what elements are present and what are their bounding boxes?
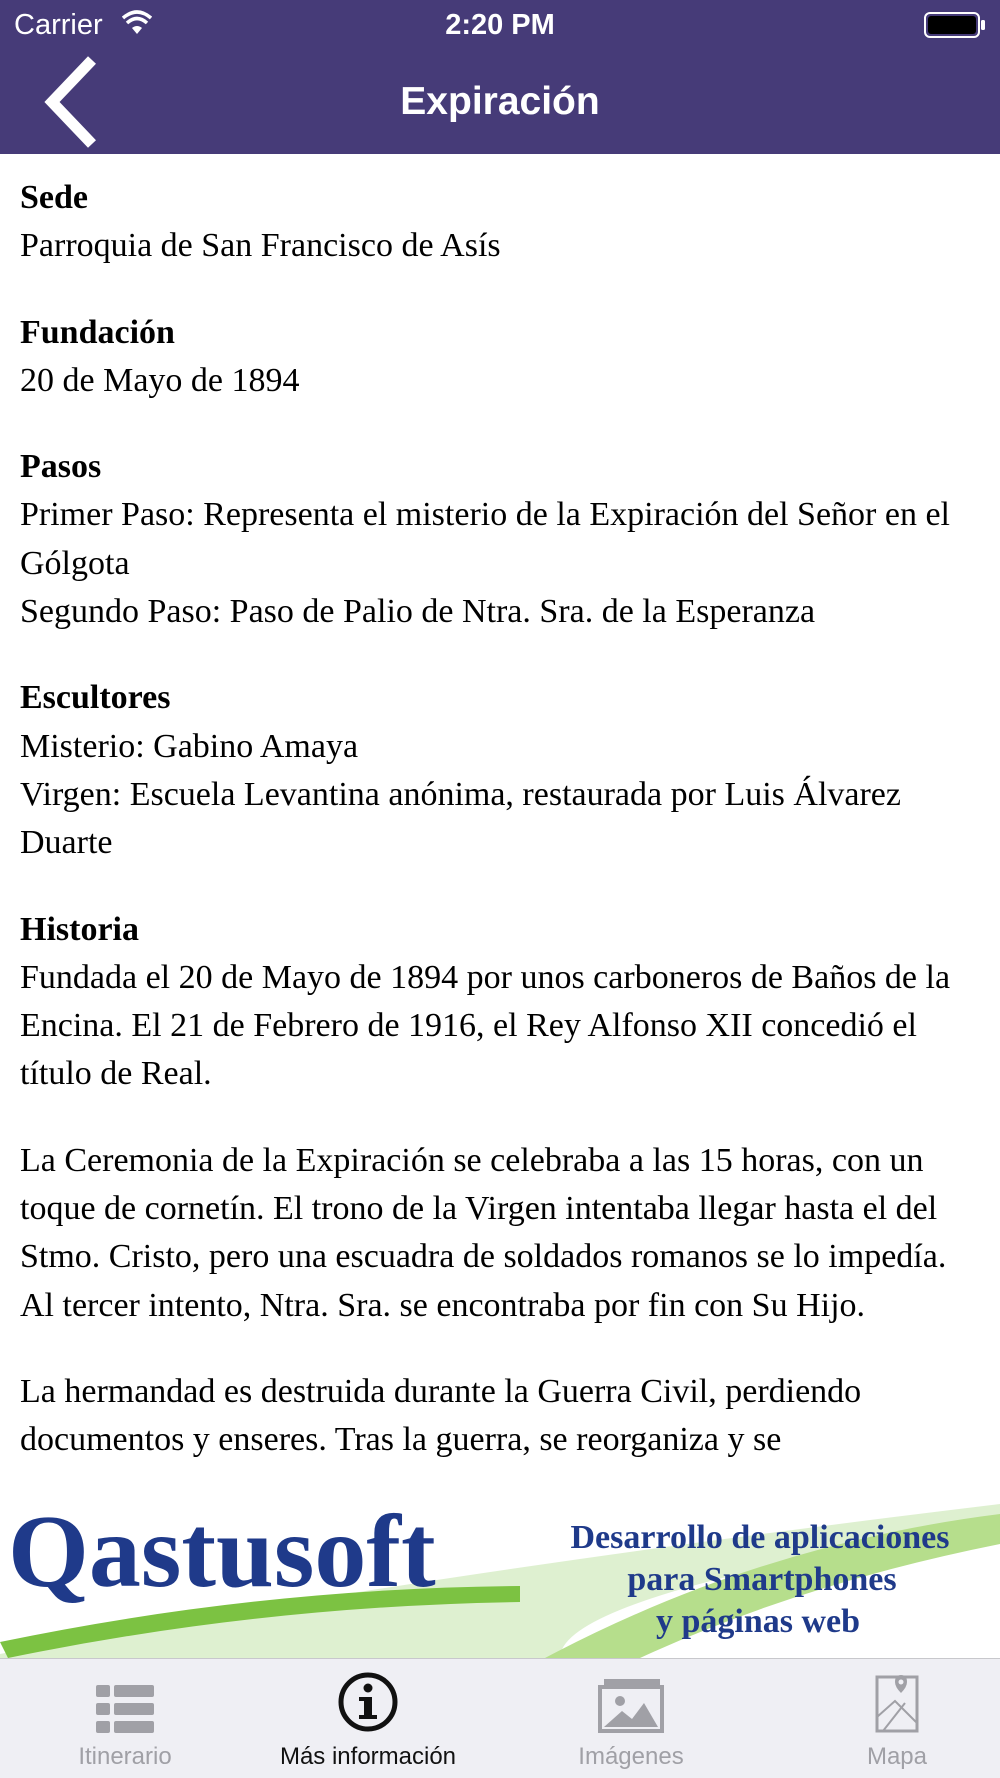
image-icon [598, 1679, 664, 1733]
section-text: Fundada el 20 de Mayo de 1894 por unos carboneros de Baños de la Encina. El 21 de Febrero de 1916, el Rey Alfonso XII concedió el título de Real. [20, 958, 951, 1093]
banner-brand: Qastusoft [8, 1504, 436, 1609]
section-heading: Escultores [20, 679, 171, 717]
carrier-label: Carrier [14, 9, 103, 41]
detail-content[interactable] [0, 154, 1000, 1504]
tab-itinerario[interactable] [0, 1659, 250, 1778]
banner-tagline-2: para Smartphones [627, 1561, 897, 1598]
back-button[interactable] [40, 50, 120, 154]
qastusoft-logo [0, 1504, 1000, 1658]
map-icon [875, 1673, 919, 1733]
section-pasos [20, 443, 980, 636]
section-text: Misterio: Gabino Amaya Virgen: Escuela Levantina anónima, restaurada por Luis Álvarez Duarte [20, 727, 901, 862]
section-fundacion [20, 309, 980, 406]
section-heading: Sede [20, 179, 88, 216]
section-text: Primer Paso: Representa el misterio de la Expiración del Señor en el Gólgota Segundo Paso: Paso de Palio de Ntra. Sra. de la Esperanza [20, 496, 951, 631]
tab-label: Mapa [866, 1743, 928, 1770]
history-paragraph: La Ceremonia de la Expiración se celebraba a las 15 horas, con un toque de cornetín. El trono de la Virgen intentaba llegar hasta el del Stmo. Cristo, pero una escuadra de soldados romanos se lo impedía. Al tercer intento, Ntra. Sra. se encontraba por fin con Su Hijo. [20, 1141, 947, 1324]
section-text: 20 de Mayo de 1894 [20, 361, 300, 399]
tab-label: Itinerario [78, 1743, 172, 1770]
section-escultores [20, 674, 980, 867]
history-paragraph: La hermandad es destruida durante la Guerra Civil, perdiendo documentos y enseres. Tras la guerra, se reorganiza y se [20, 1372, 862, 1459]
tab-mapa[interactable] [772, 1659, 1000, 1778]
section-text: Parroquia de San Francisco de Asís [20, 227, 501, 265]
battery-icon [924, 12, 986, 38]
tab-imagenes[interactable] [506, 1659, 756, 1778]
info-icon [337, 1671, 399, 1733]
section-historia [20, 906, 980, 1099]
section-heading: Historia [20, 910, 139, 948]
banner-tagline-1: Desarrollo de aplicaciones [570, 1519, 950, 1556]
section-heading: Fundación [20, 313, 175, 351]
list-icon [96, 1685, 154, 1733]
banner-tagline-3: y páginas web [655, 1603, 861, 1640]
section-sede [20, 174, 980, 271]
page-title: Expiración [400, 80, 600, 123]
tab-bar [0, 1658, 1000, 1778]
navigation-bar [0, 50, 1000, 154]
status-bar [0, 0, 1000, 50]
tab-label: Imágenes [578, 1743, 684, 1770]
section-heading: Pasos [20, 448, 102, 486]
tab-mas-informacion[interactable] [242, 1659, 494, 1778]
tab-label: Más información [279, 1743, 457, 1770]
ad-banner[interactable] [0, 1504, 1000, 1658]
chevron-left-icon [40, 52, 104, 152]
status-time: 2:20 PM [445, 9, 555, 41]
